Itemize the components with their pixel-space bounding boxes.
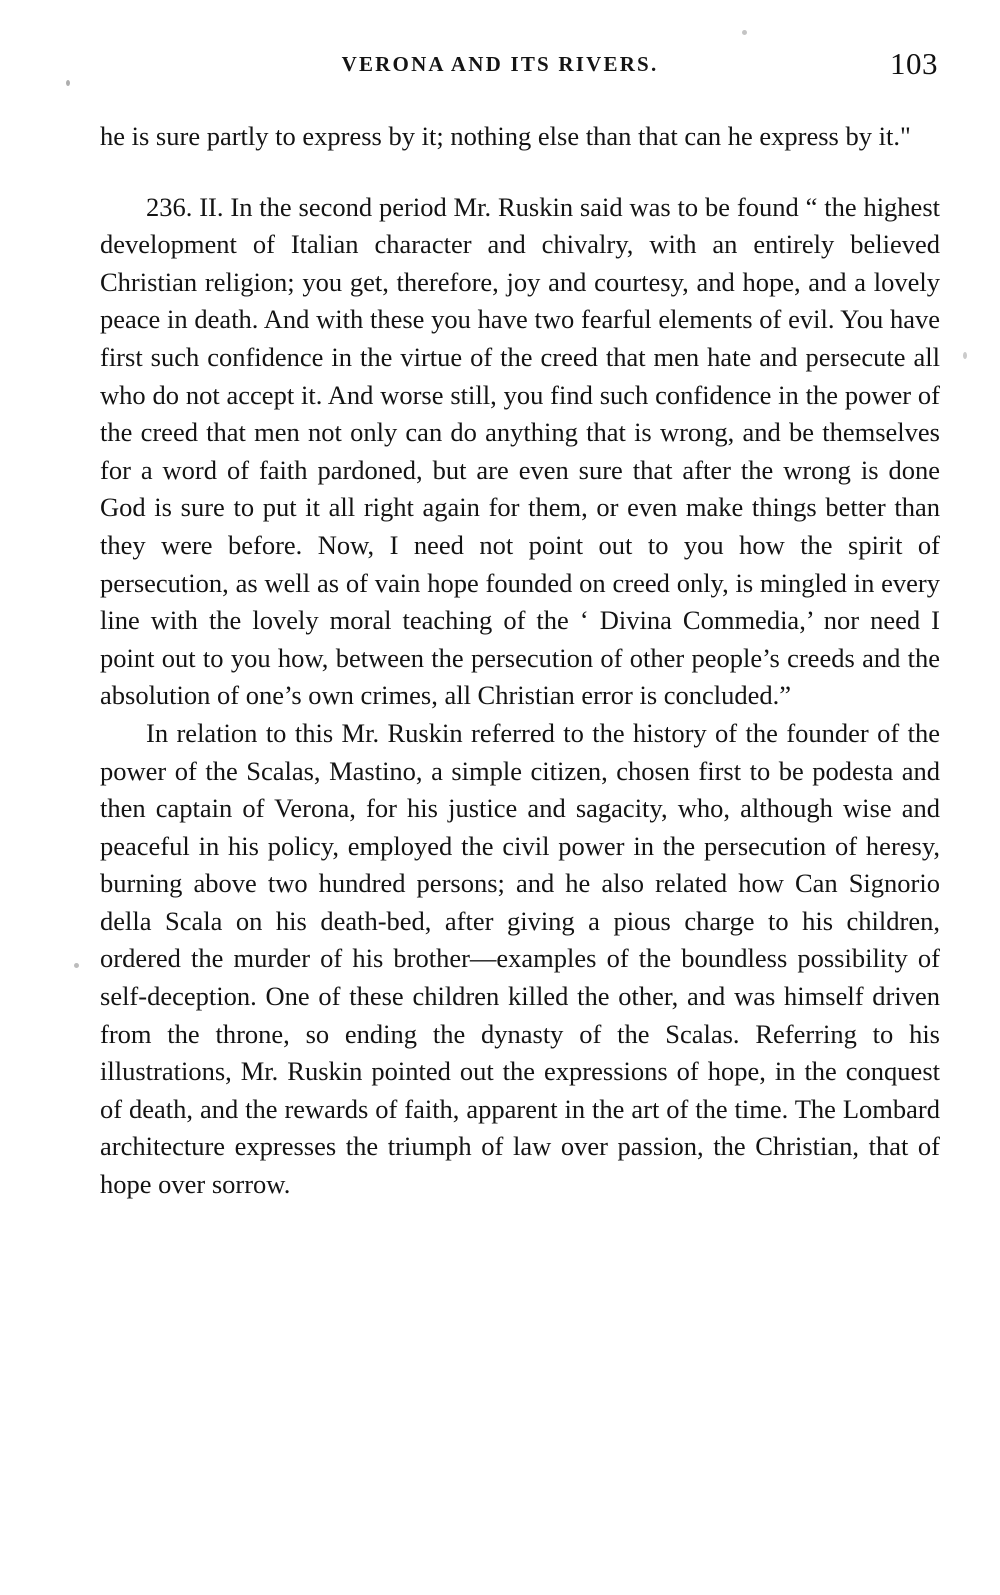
- speck-mark: [74, 963, 79, 968]
- paragraph: he is sure partly to express by it; nothing else than that can he express by it.": [100, 121, 911, 151]
- page-number: 103: [890, 46, 938, 81]
- speck-mark: [742, 30, 747, 35]
- speck-mark: [963, 352, 967, 359]
- page-header: [0, 46, 1000, 92]
- body-text: [100, 118, 940, 1204]
- running-head: VERONA AND ITS RIVERS.: [341, 52, 659, 76]
- paragraph: 236. II. In the second period Mr. Ruskin said was to be found “ the highest development of Italian character and chivalry, with an entirely believed Christian religion; you get, therefore, joy and courtesy, and hope, and a lovely peace in death. And with these you have two fearful elements of evil. You have first such confidence in the virtue of the creed that men hate and persecute all who do not accept it. And worse still, you find such confidence in the power of the creed that men not only can do anything that is wrong, and be themselves for a word of faith pardoned, but are even sure that after the wrong is done God is sure to put it all right again for them, or even make things better than they were before. Now, I need not point out to you how the spirit of persecution, as well as of vain hope founded on creed only, is mingled in every line with the lovely moral teaching of the ‘ Divina Commedia,’ nor need I point out to you how, between the persecution of other people’s creeds and the absolution of one’s own crimes, all Christian error is concluded.”: [100, 191, 940, 711]
- paragraph: In relation to this Mr. Ruskin referred to the history of the founder of the power of the Scalas, Mastino, a simple citizen, chosen first to be podesta and then captain of Verona, for his justice and sagacity, who, although wise and peaceful in his policy, employed the civil power in the persecution of heresy, burning above two hundred persons; and he also related how Can Signorio della Scala on his death-bed, after giving a pious charge to his children, ordered the murder of his brother—examples of the boundless possibility of self-deception. One of these children killed the other, and was himself driven from the throne, so ending the dynasty of the Scalas. Referring to his illustrations, Mr. Ruskin pointed out the expressions of hope, in the conquest of death, and the rewards of faith, apparent in the art of the time. The Lombard architecture expresses the triumph of law over passion, the Christian, that of hope over sorrow.: [100, 717, 940, 1200]
- speck-mark: [66, 80, 70, 86]
